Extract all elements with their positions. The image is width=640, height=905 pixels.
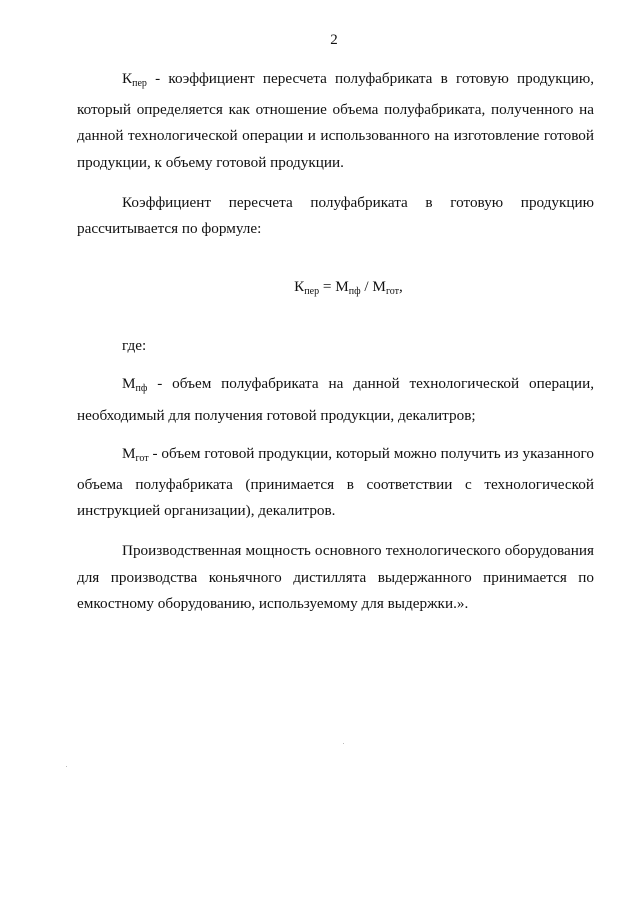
paragraph-formula-intro: Коэффициент пересчета полуфабриката в готовую продукцию рассчитывается по формуле: <box>77 193 594 238</box>
symbol-m-got-subscript: гот <box>135 452 149 464</box>
formula-equals-m: = М <box>319 278 349 296</box>
scan-speck <box>343 743 344 744</box>
formula-m1-subscript: пф <box>348 286 361 298</box>
formula-tail: , <box>399 278 403 296</box>
symbol-k: К <box>122 70 133 87</box>
symbol-m-got: М <box>122 444 136 462</box>
paragraph-m-pf-definition <box>77 371 594 428</box>
where-label: где: <box>122 337 147 355</box>
formula-m2-subscript: гот <box>385 286 400 298</box>
paragraph-capacity: Производственная мощность основного технологического оборудования для производства коньячного дистиллята выдержанного принимается по емкостному оборудованию, используемому для выдержки.». <box>77 542 594 612</box>
symbol-k-subscript: пер <box>132 78 147 89</box>
paragraph-m-pf-definition-text: - объем полуфабриката на данной технологической операции, необходимый для получения готовой продукции, декалитров; <box>77 375 594 424</box>
symbol-m-pf-subscript: пф <box>135 383 148 395</box>
formula <box>77 274 594 300</box>
scan-speck <box>66 766 67 767</box>
formula-k: К <box>294 278 305 296</box>
page-number: 2 <box>330 32 338 48</box>
symbol-m-pf: М <box>122 375 136 393</box>
paragraph-m-got-definition-text: - объем готовой продукции, который можно получить из указанного объема полуфабриката (принимается в соответствии с технологической инструкцией организации), декалитров. <box>77 444 594 520</box>
paragraph-m-got-definition <box>77 441 594 525</box>
paragraph-k-definition <box>77 66 594 176</box>
document-body <box>77 66 594 617</box>
formula-k-subscript: пер <box>304 286 320 298</box>
formula-slash-m: / М <box>360 278 386 296</box>
paragraph-k-definition-text: - коэффициент пересчета полуфабриката в готовую продукцию, который определяется как отношение объема полуфабриката, полученного на данной технологической операции и использованного на изготовление готовой продукции, к объему готовой продукции. <box>77 70 594 171</box>
